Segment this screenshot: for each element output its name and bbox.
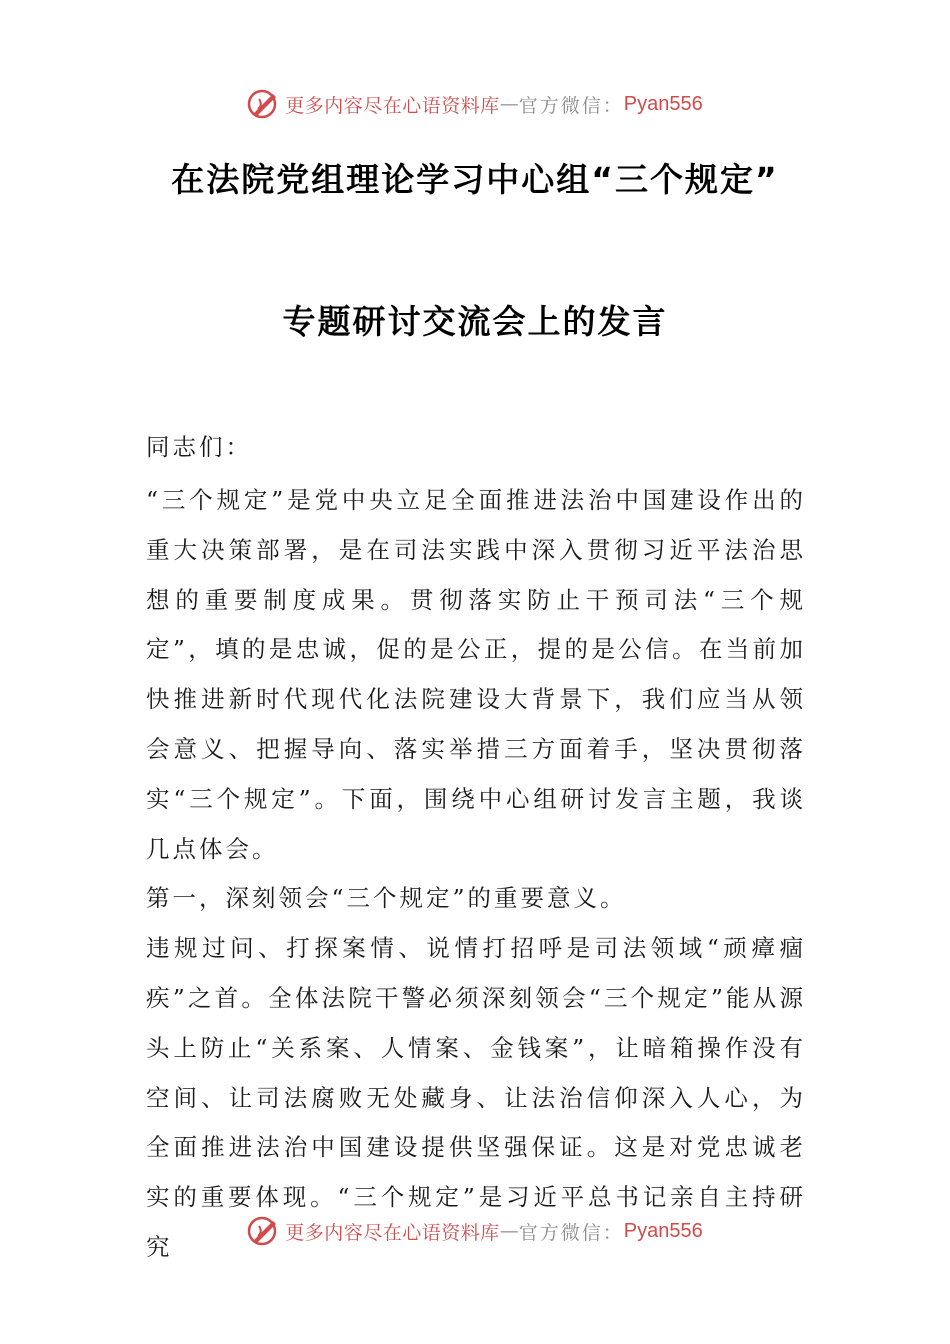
header-watermark <box>0 84 950 124</box>
document-body <box>146 476 806 1273</box>
watermark-handle: Pyan556 <box>623 92 703 115</box>
watermark-text: 更多内容尽在心语资料库 <box>285 94 500 117</box>
paragraph-heading-1: 第一，深刻领会“三个规定”的重要意义。 <box>146 884 627 913</box>
watermark-text: 更多内容尽在心语资料库 <box>285 1221 500 1244</box>
pen-logo-icon <box>247 87 281 121</box>
greeting: 同志们： <box>146 433 252 461</box>
watermark-label: 官方微信： <box>518 1221 624 1244</box>
watermark-handle: Pyan556 <box>623 1219 703 1242</box>
paragraph-intro: “三个规定”是党中央立足全面推进法治中国建设作出的重大决策部署，是在司法实践中深入贯彻习近平法治思想的重要制度成果。贯彻落实防止干预司法“三个规定”，填的是忠诚，促的是公正，提的是公信。在当前加快推进新时代现代化法院建设大背景下，我们应当从领会意义、把握导向、落实举措三方面着手，坚决贯彻落实“三个规定”。下面，围绕中心组研讨发言主题，我谈几点体会。 <box>146 486 806 863</box>
watermark-dash: — <box>499 1220 519 1242</box>
watermark-label: 官方微信： <box>518 94 624 117</box>
document-title-line-2: 专题研讨交流会上的发言 <box>282 302 668 341</box>
watermark-dash: — <box>499 93 519 115</box>
paragraph-body-1: 违规过问、打探案情、说情打招呼是司法领域“顽瘴痼疾”之首。全体法院干警必须深刻领会“三个规定”能从源头上防止“关系案、人情案、金钱案”，让暗箱操作没有空间、让司法腐败无处藏身、让法治信仰深入人心，为全面推进法治中国建设提供坚强保证。这是对党忠诚老实的重要体现。“三个规定”是习近平总书记亲自主持研究 <box>146 934 806 1261</box>
pen-logo-icon <box>247 1214 281 1248</box>
document-title-line-1: 在法院党组理论学习中心组“三个规定” <box>171 160 779 199</box>
footer-watermark <box>0 1211 950 1251</box>
